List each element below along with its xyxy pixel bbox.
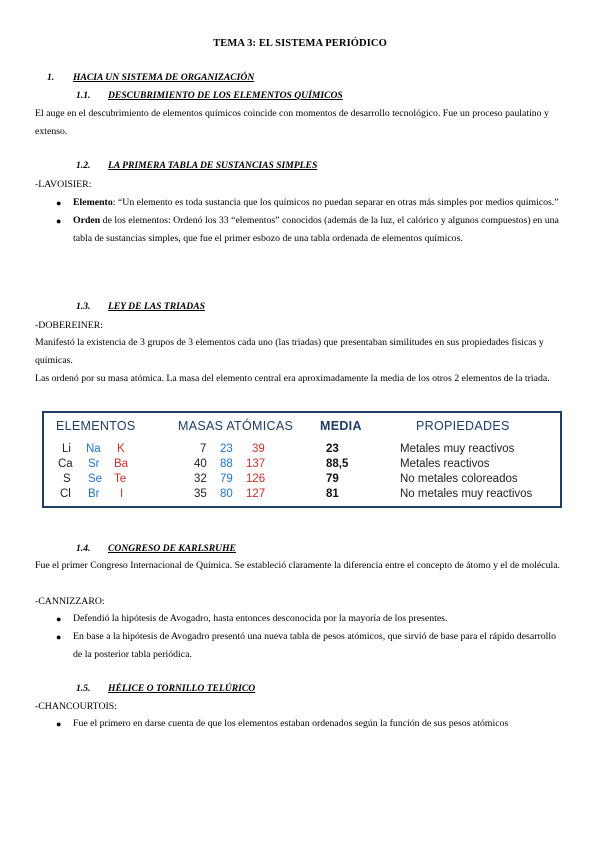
list-item-text: Fue el primero en darse cuenta de que los elementos estaban ordenados según la función de sus pesos atómicos	[73, 718, 509, 729]
bullet-icon: ●	[56, 719, 62, 729]
mass-cell: 32	[194, 473, 207, 485]
bullet-list-1-4	[56, 610, 566, 664]
subsection-1-5-heading	[76, 683, 255, 694]
property-cell: No metales coloreados	[400, 473, 518, 485]
subsection-title: DESCUBRIMIENTO DE LOS ELEMENTOS QUÍMICOS	[108, 90, 343, 101]
mass-cell: 35	[194, 488, 207, 500]
subsection-number: 1.5.	[76, 683, 91, 694]
bullet-icon: ●	[56, 614, 62, 624]
property-cell: Metales muy reactivos	[400, 443, 515, 455]
author-cannizzaro: -CANNIZZARO:	[35, 596, 105, 607]
subsection-title: HÉLICE O TORNILLO TELÚRICO	[108, 683, 256, 694]
element-cell: Cl	[60, 488, 71, 500]
media-cell: 23	[326, 443, 339, 455]
mass-cell: 126	[246, 473, 266, 485]
property-cell: Metales reactivos	[400, 458, 490, 470]
element-cell: K	[117, 443, 125, 455]
element-cell: Te	[114, 473, 127, 485]
subsection-title: LA PRIMERA TABLA DE SUSTANCIAS SIMPLES	[108, 160, 318, 171]
subsection-1-2-heading	[76, 160, 317, 171]
mass-cell: 23	[220, 443, 233, 455]
table-row	[44, 443, 564, 457]
table-row	[44, 488, 564, 502]
bold-term: Elemento	[73, 197, 113, 208]
author-lavoisier: -LAVOISIER:	[35, 179, 92, 190]
element-cell: Se	[88, 473, 103, 485]
mass-cell: 137	[246, 458, 266, 470]
subsection-number: 1.3.	[76, 301, 91, 312]
triads-table	[42, 411, 562, 508]
header-masas-atomicas: MASAS ATÓMICAS	[178, 419, 294, 433]
mass-cell: 7	[200, 443, 207, 455]
subsection-number: 1.1.	[76, 90, 91, 101]
subsection-1-1-heading	[76, 90, 343, 101]
list-item-text: : “Un elemento es toda sustancia que los químicos no puedan separar en otras más simples por medios químicos.”	[112, 197, 559, 208]
page-title: TEMA 3: EL SISTEMA PERIÓDICO	[213, 38, 387, 49]
subsection-1-4-heading	[76, 543, 236, 554]
mass-cell: 40	[194, 458, 207, 470]
subsection-number: 1.4.	[76, 543, 91, 554]
element-cell: Li	[62, 443, 71, 455]
header-elementos: ELEMENTOS	[56, 419, 136, 433]
paragraph-1-1: El auge en el descubrimiento de elementos químicos coincide con momentos de desarrollo tecnológico. Fue un proceso paulatino y extenso.	[35, 108, 549, 137]
media-cell: 88,5	[326, 458, 349, 470]
section-title: HACIA UN SISTEMA DE ORGANIZACIÓN	[73, 72, 255, 83]
table-row	[44, 458, 564, 472]
bullet-list-1-5	[56, 715, 566, 733]
element-cell: Na	[86, 443, 101, 455]
paragraph-1-3-a: Manifestó la existencia de 3 grupos de 3 elementos cada uno (las triadas) que presentaban similitudes en sus propiedades físicas y químicas.	[35, 337, 544, 366]
section-number: 1.	[47, 72, 55, 83]
list-item-text: de los elementos: Ordenó los 33 “elementos” conocidos (además de la luz, el calórico y algunos compuestos) en una tabla de sustancias simples, que fue el primer esbozo de una tabla ordenada de elementos químicos.	[73, 215, 559, 244]
list-item-text: Defendió la hipótesis de Avogadro, hasta entonces desconocida por la mayoría de los presentes.	[73, 613, 448, 624]
property-cell: No metales muy reactivos	[400, 488, 533, 500]
list-item	[56, 194, 566, 212]
subsection-title: LEY DE LAS TRIADAS	[108, 301, 205, 312]
element-cell: Ca	[58, 458, 73, 470]
element-cell: S	[63, 473, 71, 485]
list-item	[56, 212, 566, 248]
header-propiedades: PROPIEDADES	[416, 419, 510, 433]
list-item	[56, 610, 566, 628]
list-item	[56, 715, 566, 733]
media-cell: 79	[326, 473, 339, 485]
bold-term: Orden	[73, 215, 101, 226]
mass-cell: 79	[220, 473, 233, 485]
bullet-icon: ●	[56, 198, 62, 208]
mass-cell: 88	[220, 458, 233, 470]
bullet-icon: ●	[56, 632, 62, 642]
header-media: MEDIA	[320, 419, 362, 433]
element-cell: I	[120, 488, 124, 500]
section-1-heading	[47, 72, 254, 83]
list-item-text: En base a la hipótesis de Avogadro presentó una nueva tabla de pesos atómicos, que sirvió de base para el rápido desarrollo de la posterior tabla periódica.	[73, 631, 556, 660]
subsection-title: CONGRESO DE KARLSRUHE	[108, 543, 236, 554]
paragraph-1-3-b: Las ordenó por su masa atómica. La masa del elemento central era aproximadamente la media de los otros 2 elementos de la triada.	[35, 373, 550, 384]
table-row	[44, 473, 564, 487]
list-item	[56, 628, 566, 664]
bullet-icon: ●	[56, 216, 62, 226]
paragraph-1-4: Fue el primer Congreso Internacional de Química. Se estableció claramente la diferencia entre el concepto de átomo y el de molécula.	[35, 560, 560, 571]
author-chancourtois: -CHANCOURTOIS:	[35, 701, 117, 712]
subsection-1-3-heading	[76, 301, 205, 312]
bullet-list-1-2	[56, 194, 566, 248]
element-cell: Br	[88, 488, 100, 500]
mass-cell: 127	[246, 488, 266, 500]
element-cell: Sr	[88, 458, 100, 470]
author-dobereiner: -DOBEREINER:	[35, 320, 104, 331]
mass-cell: 39	[252, 443, 265, 455]
subsection-number: 1.2.	[76, 160, 91, 171]
media-cell: 81	[326, 488, 339, 500]
element-cell: Ba	[114, 458, 129, 470]
mass-cell: 80	[220, 488, 233, 500]
